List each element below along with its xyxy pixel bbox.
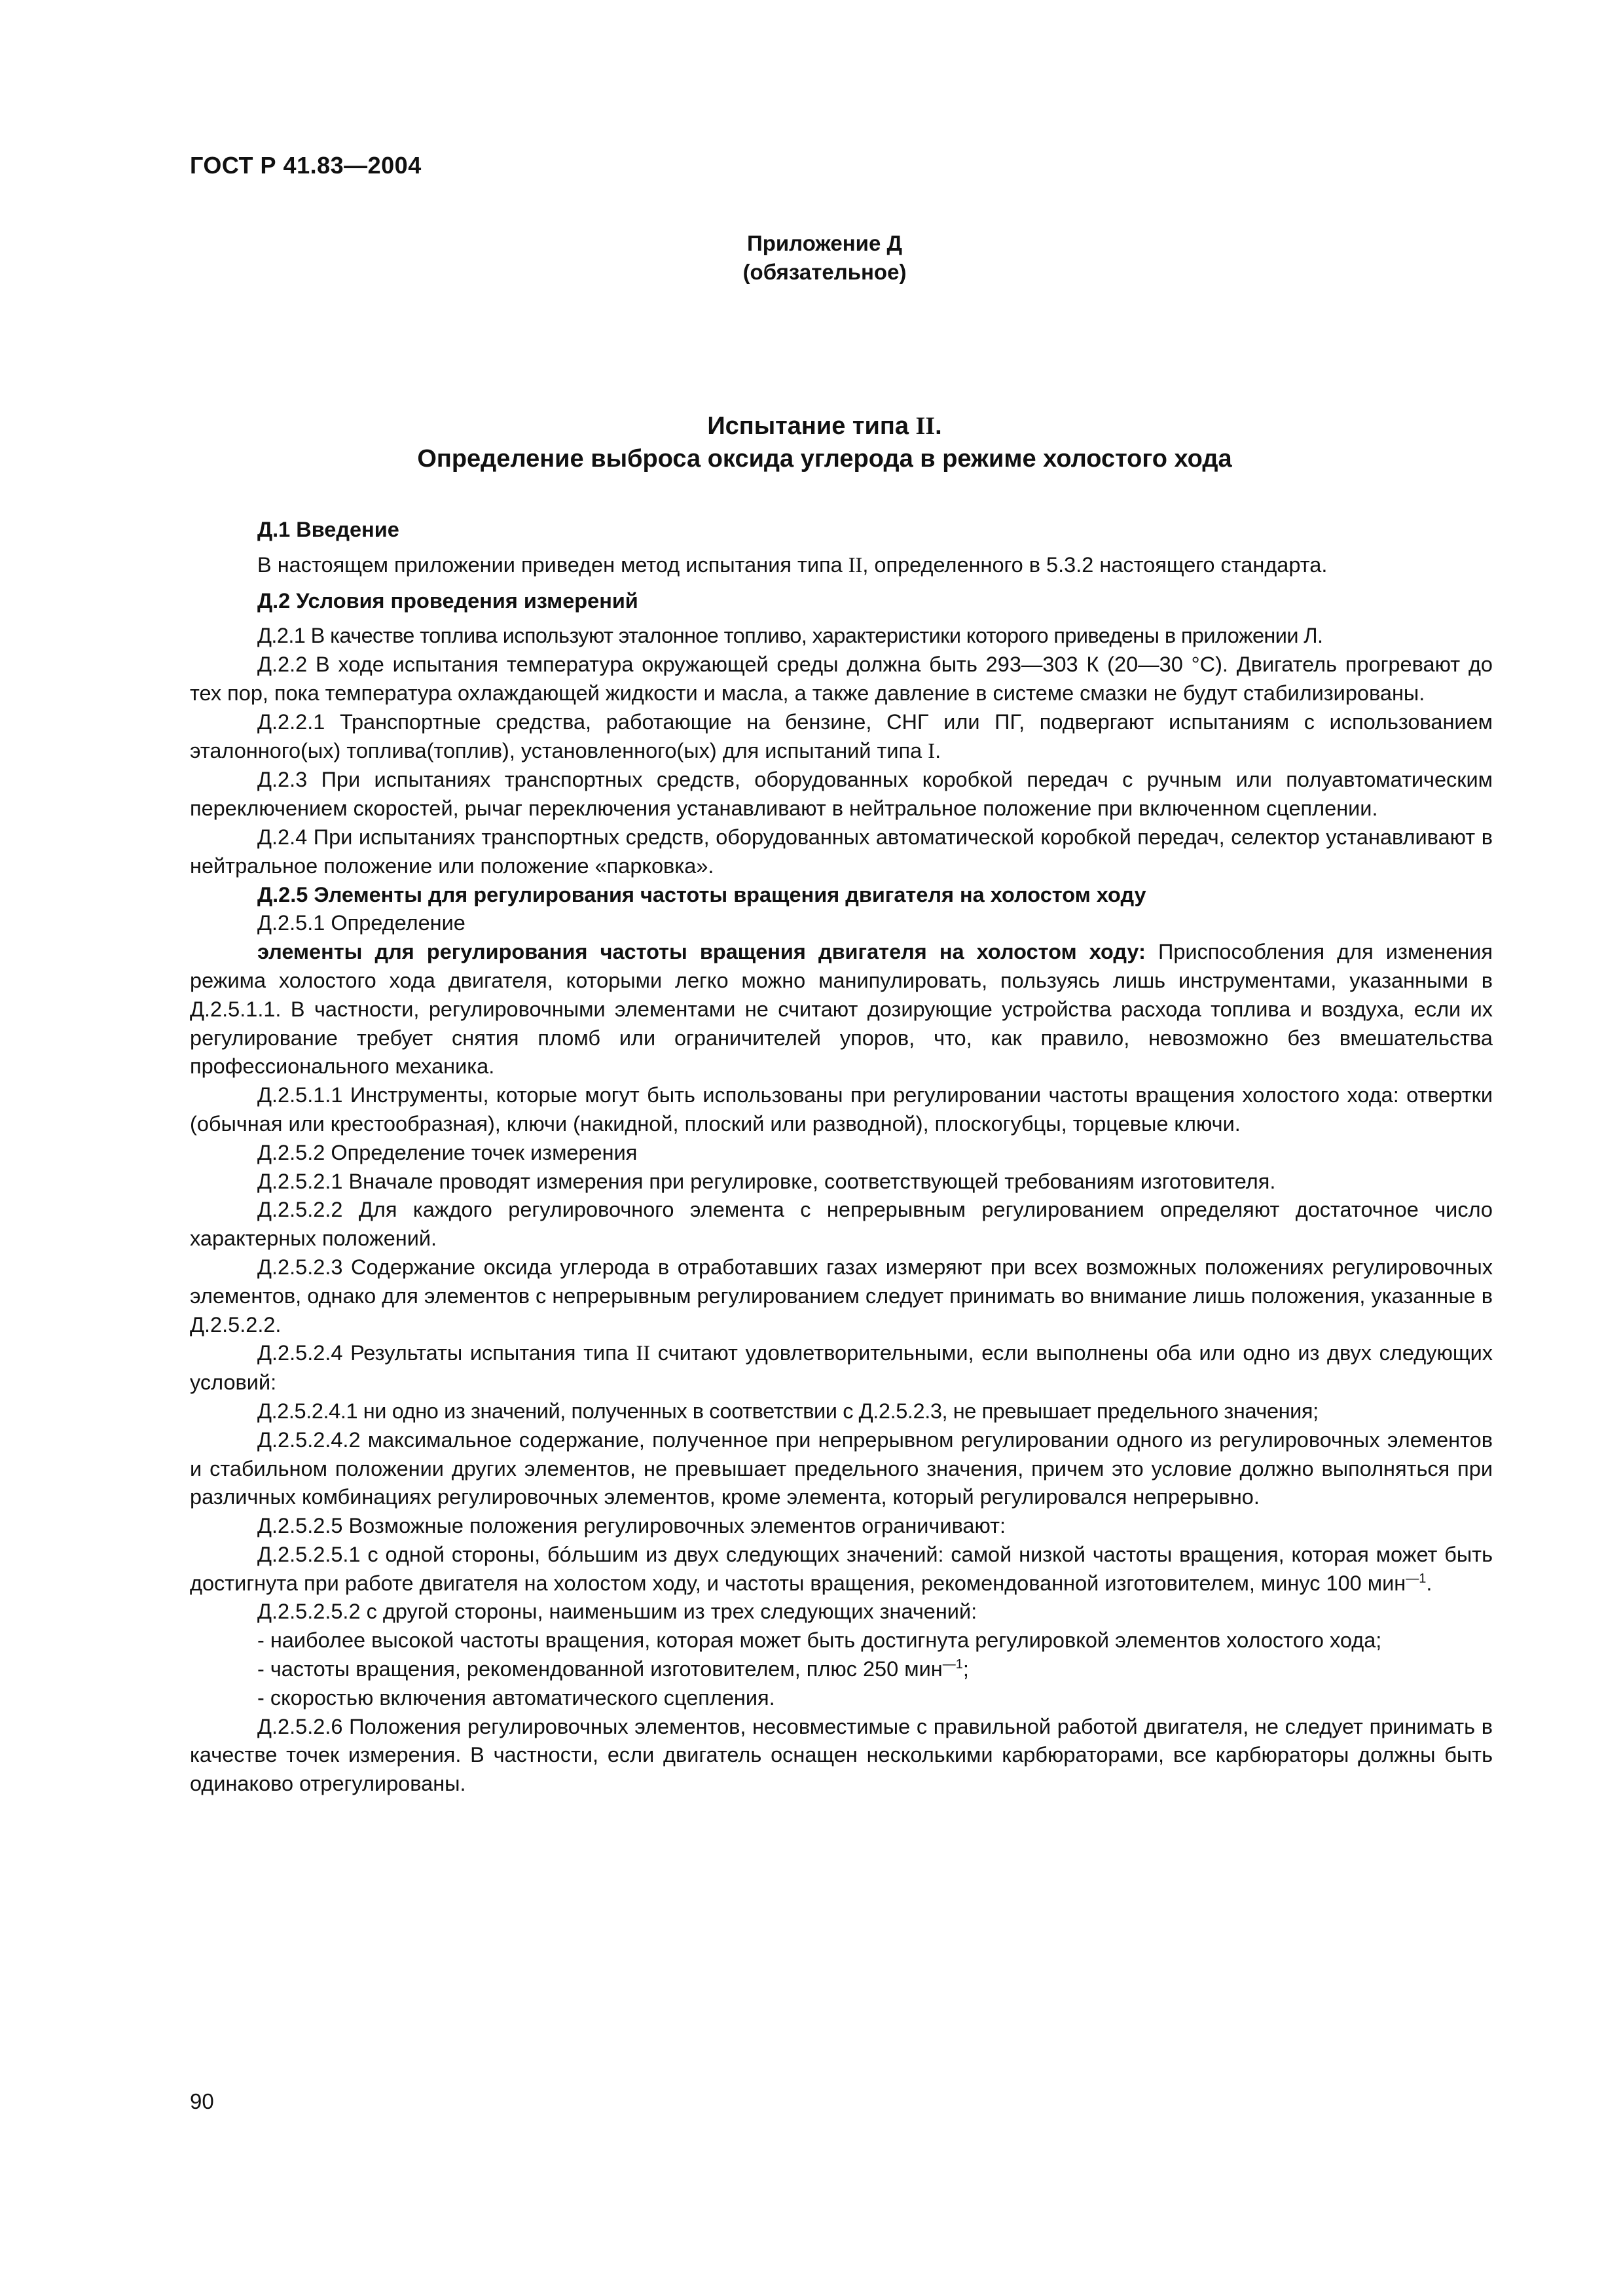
- defined-term: элементы для регулирования частоты вращения двигателя на холостом ходу:: [257, 940, 1146, 964]
- document-body: [190, 516, 1493, 1799]
- definition-d2-5-1: [190, 938, 1493, 1081]
- list-item: - наиболее высокой частоты вращения, которая может быть достигнута регулировкой элементов холостого хода;: [257, 1628, 1382, 1653]
- paragraph-d2-5-2-4-2: Д.2.5.2.4.2 максимальное содержание, полученное при непрерывном регулировании одного из регулировочных элементов и стабильном положении других элементов, не превышает предельного значения, причем это условие должно выполняться при различных комбинациях регулировочных элементов, кроме элемента, который регулировался непрерывно.: [190, 1427, 1493, 1509]
- title-roman-numeral: II: [915, 412, 936, 440]
- paragraph-d2-5-2-5: Д.2.5.2.5 Возможные положения регулировочных элементов ограничивают:: [257, 1514, 1006, 1538]
- paragraph-text: .: [1426, 1571, 1432, 1595]
- paragraph-d2-5-2-5-1: [190, 1541, 1493, 1598]
- appendix-heading: [0, 229, 1623, 287]
- title-line-1: [26, 410, 1623, 442]
- title-text: Испытание типа: [707, 412, 916, 440]
- roman-numeral: I: [928, 739, 936, 763]
- superscript-exponent: —1: [1406, 1571, 1427, 1586]
- paragraph-text: Д.2.5.2.4 Результаты испытания типа: [257, 1341, 636, 1365]
- paragraph-text: ;: [962, 1657, 969, 1681]
- appendix-title: [0, 410, 1623, 475]
- paragraph-d2-5-1: Д.2.5.1 Определение: [257, 911, 465, 935]
- paragraph-d2-5-2-3: Д.2.5.2.3 Содержание оксида углерода в отработавших газах измеряют при всех возможных положениях регулировочных элементов, однако для элементов с непрерывным регулированием следует принимать во внимание лишь положения, указанные в Д.2.5.2.2.: [190, 1255, 1493, 1336]
- section-heading-d2-5: Д.2.5 Элементы для регулирования частоты вращения двигателя на холостом ходу: [257, 882, 1146, 906]
- paragraph-d2-5-2: Д.2.5.2 Определение точек измерения: [257, 1140, 638, 1164]
- paragraph-text: Д.2.2.1 Транспортные средства, работающие на бензине, СНГ или ПГ, подвергают испытаниям с использованием эталонного(ых) топлива(топлив), установленного(ых) для испытаний типа: [190, 709, 1493, 762]
- roman-numeral: II: [848, 553, 863, 577]
- title-line-2: Определение выброса оксида углерода в режиме холостого хода: [417, 445, 1232, 473]
- roman-numeral: II: [636, 1342, 651, 1366]
- page-number: 90: [190, 2089, 214, 2113]
- paragraph-d2-2-1: [190, 708, 1493, 766]
- paragraph-text: считают удовлетворительными, если выполнены оба или одно из двух следующих условий:: [190, 1341, 1493, 1395]
- paragraph-d2-5-2-6: Д.2.5.2.6 Положения регулировочных элементов, несовместимые с правильной работой двигателя, не следует принимать в качестве точек измерения. В частности, если двигатель оснащен несколькими карбюраторами, все карбюраторы должны быть одинаково отрегулированы.: [190, 1714, 1493, 1796]
- paragraph-text: - частоты вращения, рекомендованной изготовителем, плюс 250 мин: [257, 1657, 943, 1681]
- paragraph-d2-5-2-2: Д.2.5.2.2 Для каждого регулировочного элемента с непрерывным регулированием определяют достаточное число характерных положений.: [190, 1198, 1493, 1251]
- paragraph-text: В настоящем приложении приведен метод испытания типа: [257, 552, 848, 577]
- paragraph-d1: [190, 551, 1493, 581]
- paragraph-d2-5-2-4: [190, 1339, 1493, 1397]
- list-item: - скоростью включения автоматического сцепления.: [257, 1685, 775, 1710]
- section-heading-d1: Д.1 Введение: [257, 518, 399, 541]
- paragraph-d2-5-1-1: Д.2.5.1.1 Инструменты, которые могут быть использованы при регулировании частоты вращения холостого хода: отвертки (обычная или крестообразная), ключи (накидной, плоский или разводной), плоскогубцы, торцевые ключи.: [190, 1083, 1493, 1136]
- appendix-status: (обязательное): [742, 260, 907, 284]
- paragraph-text: .: [935, 738, 941, 762]
- title-period: .: [935, 412, 942, 440]
- document-code: ГОСТ Р 41.83—2004: [190, 152, 422, 179]
- paragraph-d2-5-2-5-2: Д.2.5.2.5.2 с другой стороны, наименьшим из трех следующих значений:: [257, 1600, 977, 1624]
- superscript-exponent: —1: [942, 1657, 963, 1672]
- paragraph-d2-1: Д.2.1 В качестве топлива используют эталонное топливо, характеристики которого приведены в приложении Л.: [257, 624, 1323, 648]
- section-heading-d2: Д.2 Условия проведения измерений: [257, 588, 638, 613]
- paragraph-d2-3: Д.2.3 При испытаниях транспортных средств, оборудованных коробкой передач с ручным или полуавтоматическим переключением скоростей, рычаг переключения устанавливают в нейтральное положение при включенном сцеплении.: [190, 768, 1493, 821]
- paragraph-d2-4: Д.2.4 При испытаниях транспортных средств, оборудованных автоматической коробкой передач, селектор устанавливают в нейтральное положение или положение «парковка».: [190, 825, 1493, 878]
- paragraph-text: Д.2.5.2.5.1 с одной стороны, бóльшим из двух следующих значений: самой низкой частоты вращения, которая может быть достигнута при работе двигателя на холостом ходу, и частоты вращения, рекомендованной изготовителем, минус 100 мин: [190, 1542, 1493, 1595]
- paragraph-d2-5-2-1: Д.2.5.2.1 Вначале проводят измерения при регулировке, соответствующей требованиям изготовителя.: [257, 1169, 1276, 1193]
- definition-text: Приспособления для изменения режима холостого хода двигателя, которыми легко можно манипулировать, пользуясь лишь инструментами, указанными в Д.2.5.1.1. В частности, регулировочными элементами не считают дозирующие устройства расхода топлива и воздуха, если их регулирование требует снятия пломб или ограничителей упоров, что, как правило, невозможно без вмешательства профессионального механика.: [190, 940, 1493, 1079]
- paragraph-d2-5-2-4-1: Д.2.5.2.4.1 ни одно из значений, полученных в соответствии с Д.2.5.2.3, не превышает предельного значения;: [257, 1399, 1319, 1423]
- paragraph-text: , определенного в 5.3.2 настоящего стандарта.: [862, 552, 1328, 577]
- appendix-label: Приложение Д: [747, 231, 902, 255]
- list-item: [190, 1655, 1493, 1684]
- paragraph-d2-2: Д.2.2 В ходе испытания температура окружающей среды должна быть 293—303 К (20—30 °С). Двигатель прогревают до тех пор, пока температура охлаждающей жидкости и масла, а также давление в системе смазки не будут стабилизированы.: [190, 653, 1493, 705]
